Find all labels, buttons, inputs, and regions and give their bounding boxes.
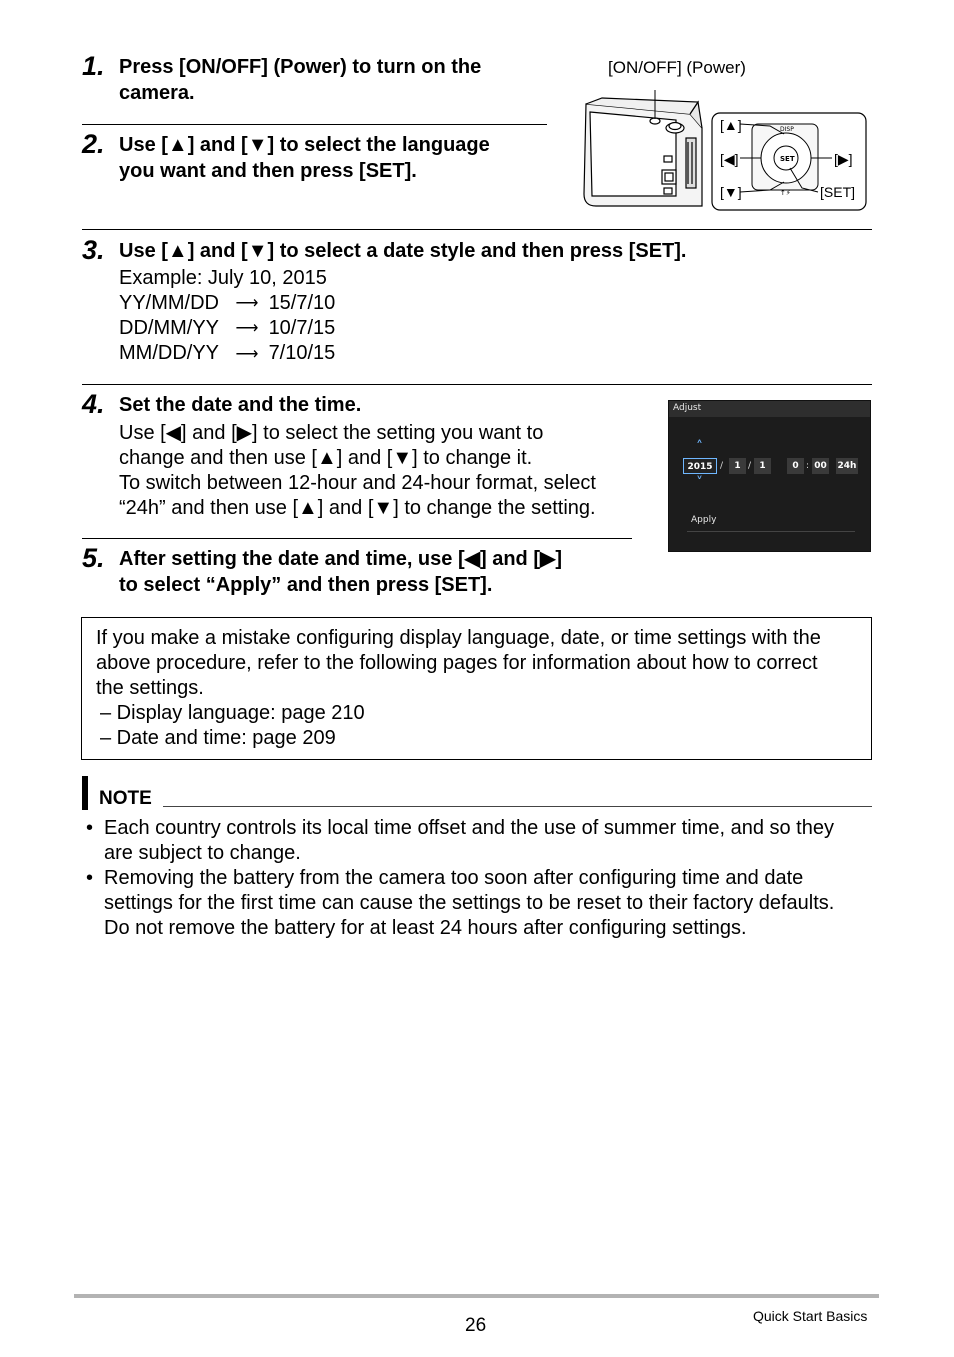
lcd-time-sep: :: [806, 461, 810, 471]
date-format-row: MM/DD/YY ⟶ 7/10/15: [119, 341, 335, 366]
dpad-right-label: [▶]: [834, 151, 853, 167]
step-2-number: 2.: [82, 129, 105, 159]
dpad-up-label: [▲]: [720, 117, 742, 133]
step-3-number: 3.: [82, 235, 105, 265]
lcd-month-field: 1: [729, 458, 746, 474]
lcd-adjust-screen: [668, 400, 871, 552]
lcd-date-sep: /: [748, 461, 752, 471]
step-3-divider: [82, 384, 872, 385]
footer-section: Quick Start Basics: [753, 1308, 868, 1324]
step-4-body: Use [◀] and [▶] to select the setting you want to change and then use [▲] and [▼] to change it. To switch between 12-hour and 24-hour format, select “24h” and then use [▲] and [▼] to change the setting.: [119, 422, 596, 519]
chevron-down-icon: ˅: [696, 475, 703, 491]
date-format-list: [119, 291, 335, 367]
dpad-set-label: [SET]: [820, 184, 856, 200]
footer-rule: [74, 1294, 879, 1298]
lcd-apply-underline: [687, 531, 855, 532]
lcd-hour-field: 0: [787, 458, 804, 474]
note-item: Removing the battery from the camera too soon after configuring time and date settings for the first time can cause the settings to be reset to their factory defaults. Do not remove the battery for at least 24 hours after configuring settings.: [104, 867, 835, 939]
note-rule: [163, 806, 872, 807]
step-4-divider: [82, 538, 632, 539]
chevron-up-icon: ˄: [696, 439, 703, 455]
notice-ref: – Display language: page 210: [100, 702, 365, 724]
step-4-number: 4.: [82, 389, 105, 419]
dpad-delete-text: ↑⚡: [780, 189, 791, 197]
step-3-example: Example: July 10, 2015: [119, 267, 327, 289]
power-label: [ON/OFF] (Power): [608, 58, 746, 77]
date-format-row: YY/MM/DD ⟶ 15/7/10: [119, 291, 335, 316]
step-5-number: 5.: [82, 543, 105, 573]
lcd-minute-field: 00: [812, 458, 829, 474]
lcd-apply: Apply: [691, 515, 717, 525]
notice-box: If you make a mistake configuring display language, date, or time settings with the above procedure, refer to the following pages for information about how to correct the settings. – Display language: page 210 – Date and time: page 209: [81, 617, 872, 760]
step-1-number: 1.: [82, 51, 105, 81]
dpad-disp-text: DISP: [780, 126, 794, 133]
step-2-divider: [82, 229, 872, 230]
step-4-title: Set the date and the time.: [119, 394, 362, 416]
dpad-left-label: [◀]: [720, 151, 739, 167]
lcd-date-sep: /: [720, 461, 724, 471]
arrow-icon: ⟶: [235, 345, 259, 363]
lcd-year-field: 2015: [683, 458, 717, 474]
notice-ref: – Date and time: page 209: [100, 727, 336, 749]
step-3-title: Use [▲] and [▼] to select a date style and then press [SET].: [119, 240, 687, 262]
note-item: Each country controls its local time offset and the use of summer time, and so they are subject to change.: [104, 817, 834, 864]
note-heading: NOTE: [99, 788, 152, 809]
lcd-format-field: 24h: [836, 458, 858, 474]
arrow-icon: ⟶: [235, 295, 259, 313]
bullet-icon: •: [86, 867, 94, 889]
step-1-title: Press [ON/OFF] (Power) to turn on the camera.: [119, 56, 482, 104]
lcd-day-field: 1: [754, 458, 771, 474]
step-1-divider: [82, 124, 547, 125]
dpad-down-label: [▼]: [720, 184, 742, 200]
arrow-icon: ⟶: [235, 320, 259, 338]
date-format-row: DD/MM/YY ⟶ 10/7/15: [119, 316, 335, 341]
lcd-header: Adjust: [673, 403, 702, 413]
bullet-icon: •: [86, 817, 94, 839]
step-2-title: Use [▲] and [▼] to select the language you want and then press [SET].: [119, 134, 490, 182]
camera-body: [584, 98, 702, 206]
note-bar: [82, 776, 88, 810]
page-number: 26: [465, 1315, 487, 1336]
dpad-set-text: SET: [780, 155, 795, 163]
step-5-title: After setting the date and time, use [◀] and [▶] to select “Apply” and then press [SET].: [119, 548, 563, 596]
